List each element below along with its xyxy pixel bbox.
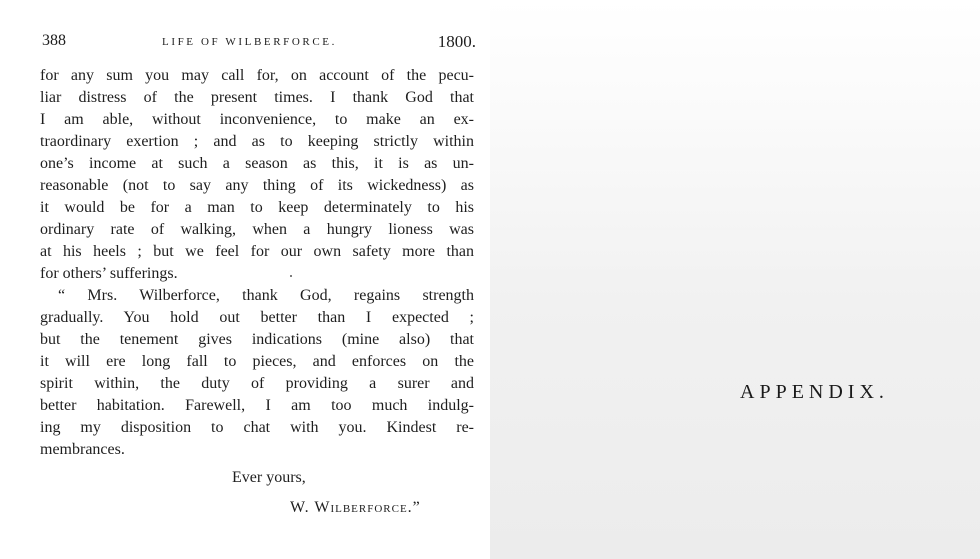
closing-salutation: Ever yours,	[232, 469, 306, 486]
text-line: traordinary exertion ; and as to keeping strictly within	[40, 133, 474, 150]
text-line: for others’ sufferings.	[40, 265, 178, 282]
text-line: spirit within, the duty of providing a surer and	[40, 375, 474, 392]
text-line: for any sum you may call for, on account of the pecu-	[40, 67, 474, 84]
text-line: it will ere long fall to pieces, and enforces on the	[40, 353, 474, 370]
text-line: gradually. You hold out better than I expected ;	[40, 309, 474, 326]
text-line: at his heels ; but we feel for our own safety more than	[40, 243, 474, 260]
text-line: reasonable (not to say any thing of its wickedness) as	[40, 177, 474, 194]
text-line: I am able, without inconvenience, to make an ex-	[40, 111, 474, 128]
left-page	[40, 30, 476, 516]
right-page	[490, 0, 980, 559]
text-line: ordinary rate of walking, when a hungry lioness was	[40, 221, 474, 238]
text-line: membrances.	[40, 441, 125, 458]
text-line: one’s income at such a season as this, it is as un-	[40, 155, 474, 172]
text-line: ing my disposition to chat with you. Kindest re-	[40, 419, 474, 436]
text-line: better habitation. Farewell, I am too much indulg-	[40, 397, 474, 414]
text-line: but the tenement gives indications (mine also) that	[40, 331, 474, 348]
page-number: 388	[42, 32, 66, 49]
letter-body	[40, 65, 474, 461]
print-speck	[290, 275, 292, 277]
signature: W. Wilberforce.”	[290, 499, 421, 516]
running-head	[40, 30, 476, 54]
running-title: LIFE OF WILBERFORCE.	[162, 36, 337, 48]
text-line: liar distress of the present times. I thank God that	[40, 89, 474, 106]
running-year: 1800.	[437, 32, 476, 51]
text-line: it would be for a man to keep determinately to his	[40, 199, 474, 216]
text-line: “ Mrs. Wilberforce, thank God, regains strength	[58, 287, 474, 304]
appendix-heading: APPENDIX.	[740, 381, 889, 403]
